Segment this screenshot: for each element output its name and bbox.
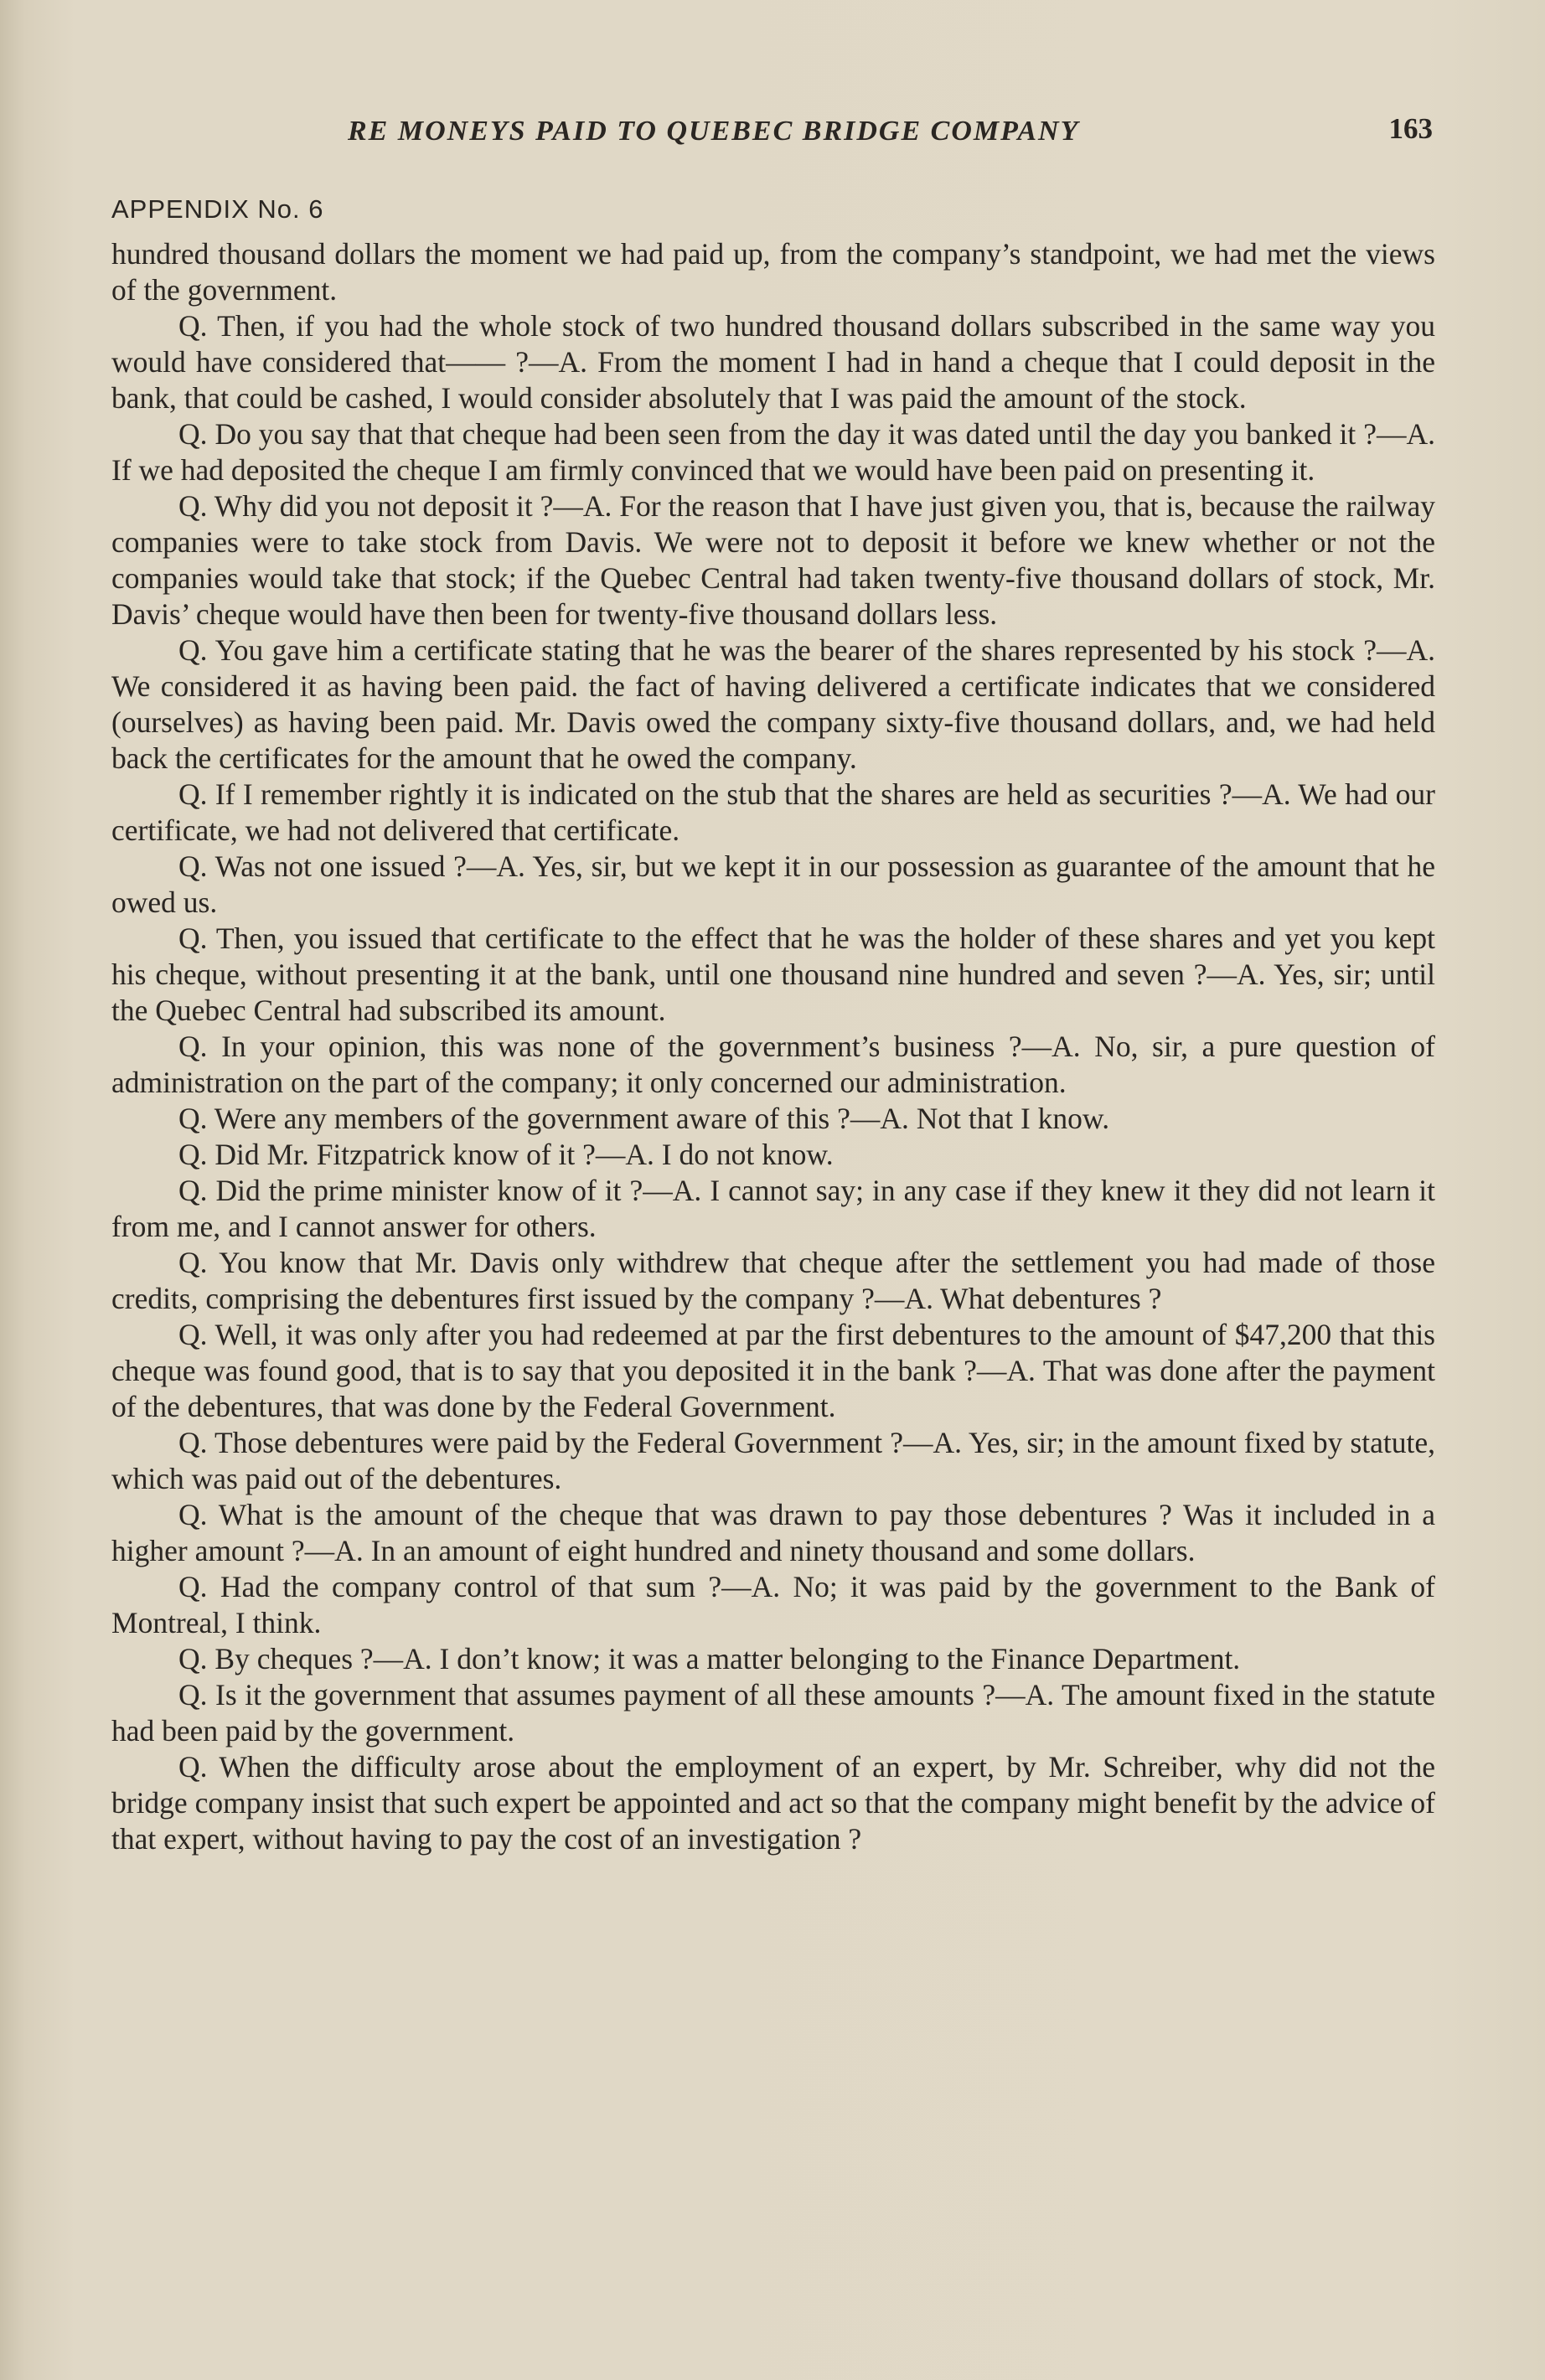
paragraph: Q. Was not one issued ?—A. Yes, sir, but we kept it in our possession as guarantee of the amount that he owed us.: [111, 849, 1435, 919]
body-text: [111, 236, 1435, 1857]
paragraph: Q. Well, it was only after you had redeemed at par the first debentures to the amount of $47,200 that this cheque was found good, that is to say that you deposited it in the bank ?—A. That was done after the payment of the debentures, that was done by the Federal Government.: [111, 1318, 1435, 1423]
paragraph: Q. Did the prime minister know of it ?—A. I cannot say; in any case if they knew it they did not learn it from me, and I cannot answer for others.: [111, 1174, 1435, 1243]
page-number: 163: [1388, 112, 1433, 145]
paragraph: Q. Is it the government that assumes payment of all these amounts ?—A. The amount fixed in the statute had been paid by the government.: [111, 1678, 1435, 1748]
paragraph: Q. In your opinion, this was none of the government’s business ?—A. No, sir, a pure question of administration on the part of the company; it only concerned our administration.: [111, 1030, 1435, 1099]
paragraph: Q. Then, if you had the whole stock of two hundred thousand dollars subscribed in the same way you would have considered that—— ?—A. From the moment I had in hand a cheque that I could deposit in the bank, that could be cashed, I would consider absolutely that I was paid the amount of the stock.: [111, 309, 1435, 415]
paragraph: Q. Had the company control of that sum ?—A. No; it was paid by the government to the Bank of Montreal, I think.: [111, 1570, 1435, 1639]
paragraph: Q. By cheques ?—A. I don’t know; it was a matter belonging to the Finance Department.: [178, 1642, 1241, 1675]
paragraph: hundred thousand dollars the moment we had paid up, from the company’s standpoint, we had met the views of the government.: [111, 237, 1435, 307]
paragraph: Q. Those debentures were paid by the Federal Government ?—A. Yes, sir; in the amount fixed by statute, which was paid out of the debentures.: [111, 1426, 1435, 1495]
page-header: [109, 107, 1433, 157]
appendix-label: APPENDIX No. 6: [111, 194, 324, 224]
paragraph: Q. You know that Mr. Davis only withdrew that cheque after the settlement you had made of those credits, comprising the debentures first issued by the company ?—A. What debentures ?: [111, 1246, 1435, 1315]
paragraph: Q. If I remember rightly it is indicated on the stub that the shares are held as securities ?—A. We had our certificate, we had not delivered that certificate.: [111, 777, 1435, 847]
paragraph: Q. Were any members of the government aware of this ?—A. Not that I know.: [178, 1102, 1110, 1135]
paragraph: Q. Did Mr. Fitzpatrick know of it ?—A. I do not know.: [178, 1138, 834, 1171]
paragraph: Q. You gave him a certificate stating that he was the bearer of the shares represented by his stock ?—A. We considered it as having been paid. the fact of having delivered a certificate indicates that we considered (ourselves) as having been paid. Mr. Davis owed the company sixty-five thousand dollars, and, we had held back the certificates for the amount that he owed the company.: [111, 633, 1435, 775]
paragraph: Q. Why did you not deposit it ?—A. For the reason that I have just given you, that is, because the railway companies were to take stock from Davis. We were not to deposit it before we knew whether or not the companies would take that stock; if the Quebec Central had taken twenty-five thousand dollars of stock, Mr. Davis’ cheque would have then been for twenty-five thousand dollars less.: [111, 489, 1435, 631]
paragraph: Q. Then, you issued that certificate to the effect that he was the holder of these shares and yet you kept his cheque, without presenting it at the bank, until one thousand nine hundred and seven ?—A. Yes, sir; until the Quebec Central had subscribed its amount.: [111, 922, 1435, 1027]
running-title: RE MONEYS PAID TO QUEBEC BRIDGE COMPANY: [348, 116, 1080, 147]
paragraph: Q. What is the amount of the cheque that was drawn to pay those debentures ? Was it included in a higher amount ?—A. In an amount of eight hundred and ninety thousand and some dollars.: [111, 1498, 1435, 1567]
paragraph: Q. When the difficulty arose about the employment of an expert, by Mr. Schreiber, why did not the bridge company insist that such expert be appointed and act so that the company might benefit by the advice of that expert, without having to pay the cost of an investigation ?: [111, 1750, 1435, 1856]
paragraph: Q. Do you say that that cheque had been seen from the day it was dated until the day you banked it ?—A. If we had deposited the cheque I am firmly convinced that we would have been paid on presenting it.: [111, 417, 1435, 487]
